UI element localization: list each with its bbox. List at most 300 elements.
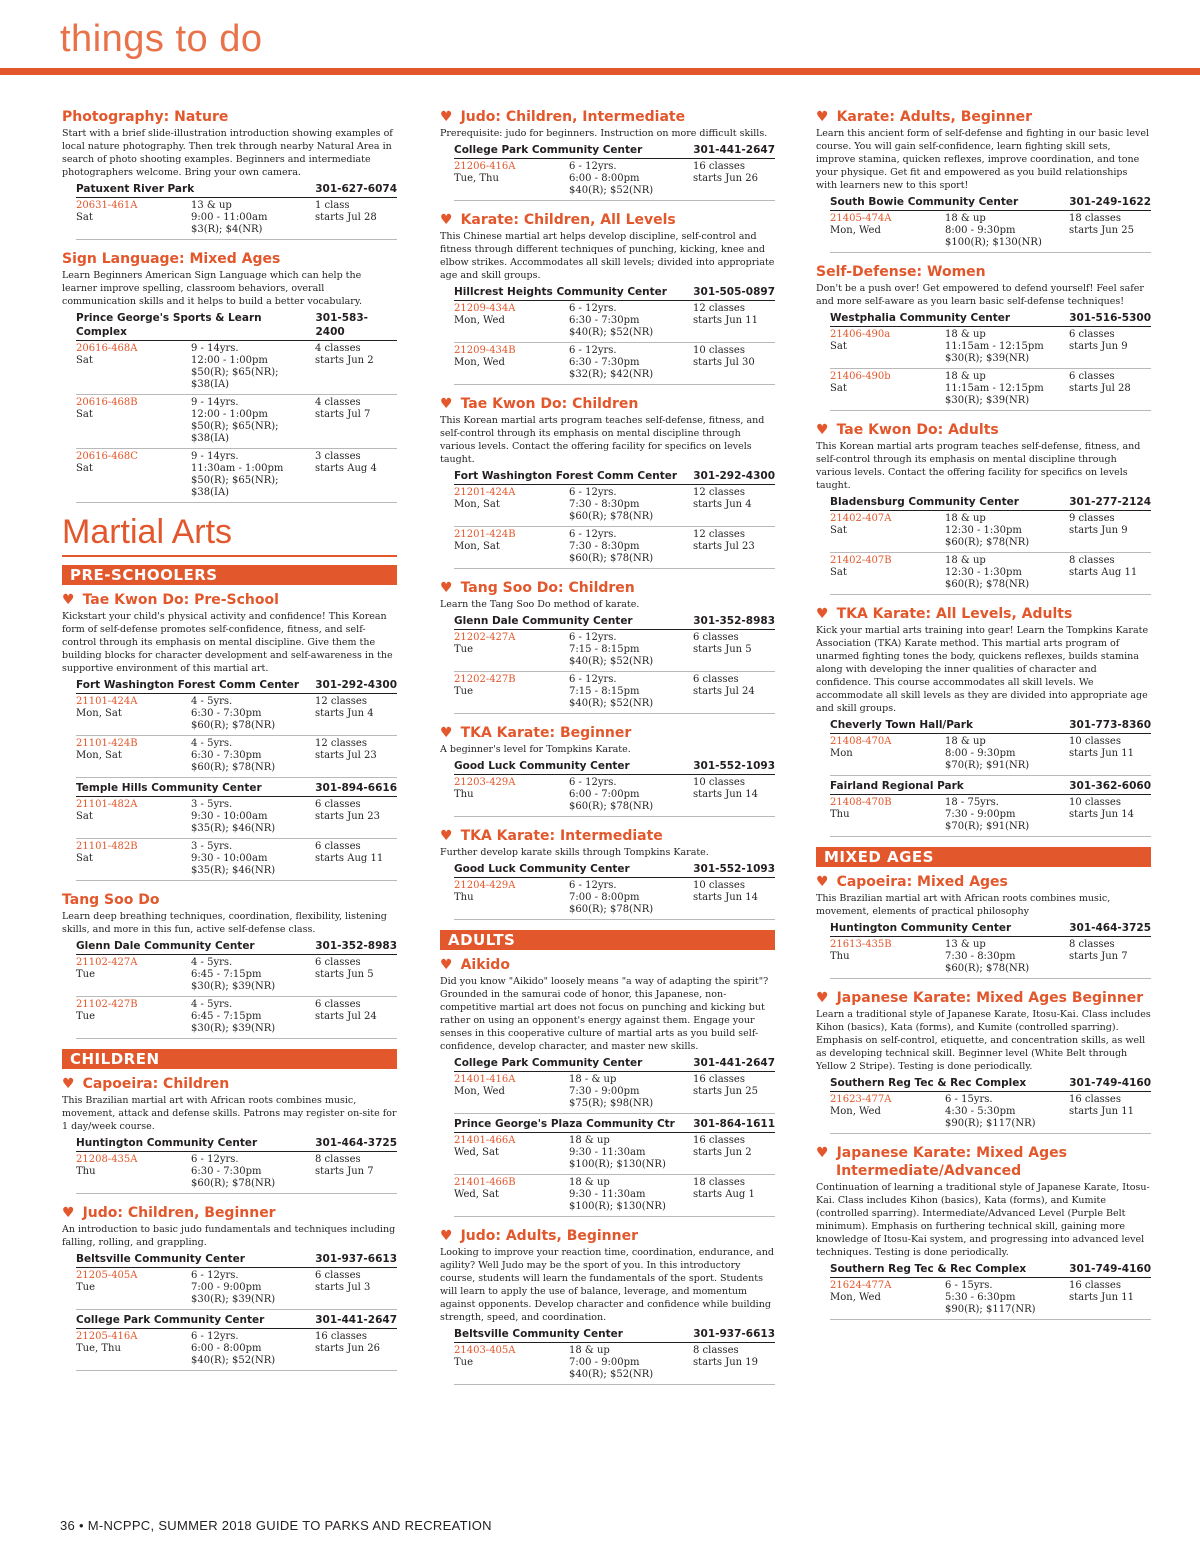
session-count: 6 classes (693, 674, 739, 685)
session-age: 18 & up (569, 1177, 610, 1188)
session-row (454, 1343, 775, 1385)
session-time: 7:00 - 8:00pm (569, 892, 640, 903)
session-fee: $35(R); $46(NR) (191, 823, 276, 834)
session-fee: $3(R); $4(NR) (191, 224, 263, 235)
session-age: 6 - 12yrs. (569, 345, 617, 356)
course-japanese-karate-beginner (816, 989, 1151, 1134)
session-age: 4 - 5yrs. (191, 738, 233, 749)
course-code: 21402-407A (830, 513, 892, 524)
session-fee: $60(R); $78(NR) (945, 579, 1030, 590)
session-days: Sat (76, 355, 93, 366)
facility-phone: 301-277-2124 (1069, 496, 1151, 508)
session-fee: $40(R); $52(NR) (569, 656, 654, 667)
session-fee: $60(R); $78(NR) (569, 511, 654, 522)
session-row (830, 511, 1151, 553)
session-count: 6 classes (1069, 371, 1115, 382)
session-row (830, 211, 1151, 253)
facility-phone: 301-441-2647 (315, 1314, 397, 1326)
course-description: This Brazilian martial art with African roots combines music, movement, attack and defense skills. Patrons may register on-site for 1 day/week course. (62, 1095, 397, 1132)
session-start: starts Jun 9 (1069, 341, 1128, 352)
facility-row (454, 469, 775, 485)
course-title-text: Tae Kwon Do: Children (460, 396, 639, 412)
session-start: starts Jul 24 (693, 686, 755, 697)
session-time: 7:30 - 8:30pm (569, 499, 640, 510)
session-fee: $30(R); $39(NR) (191, 1023, 276, 1034)
session-days: Wed, Sat (454, 1189, 499, 1200)
facility-row (454, 1327, 775, 1343)
session-days: Mon, Wed (454, 315, 505, 326)
course-code: 21408-470B (830, 797, 892, 808)
course-title (440, 827, 775, 845)
course-description: Learn the Tang Soo Do method of karate. (440, 599, 640, 610)
session-start: starts Jun 26 (693, 173, 759, 184)
session-start: starts Jul 28 (1069, 383, 1131, 394)
course-title-text: Tae Kwon Do: Pre-School (82, 592, 279, 608)
facility-row (454, 614, 775, 630)
session-fee: $40(R); $52(NR) (569, 1369, 654, 1380)
facility-name: College Park Community Center (454, 1057, 643, 1069)
session-days: Mon (830, 748, 853, 759)
session-row (76, 1268, 397, 1310)
facility-phone: 301-441-2647 (693, 1057, 775, 1069)
session-days: Tue (76, 1282, 96, 1293)
session-days: Sat (830, 525, 847, 536)
course-code: 21201-424A (454, 487, 516, 498)
course-description: Learn deep breathing techniques, coordination, flexibility, listening skills, and more in this fun, active self-defense class. (62, 911, 387, 935)
heart-icon: ♥ (816, 990, 829, 1006)
heart-icon: ♥ (440, 580, 453, 596)
facility-phone: 301-464-3725 (1069, 922, 1151, 934)
session-fee: $40(R); $52(NR) (569, 698, 654, 709)
course-title (440, 724, 775, 742)
course-title-line2: Intermediate/Advanced (836, 1163, 1022, 1179)
course-tka-intermediate (440, 827, 775, 920)
session-row (454, 878, 775, 920)
session-start: starts Jun 2 (693, 1147, 752, 1158)
heart-icon: ♥ (440, 828, 453, 844)
session-time: 12:00 - 1:00pm (191, 409, 268, 420)
session-count: 10 classes (693, 345, 745, 356)
course-capoeira-children (62, 1075, 397, 1194)
course-title-text: Aikido (460, 957, 510, 973)
session-row (76, 839, 397, 881)
facility-row (76, 939, 397, 955)
session-age: 3 - 5yrs. (191, 799, 233, 810)
facility-name: Southern Reg Tec & Rec Complex (830, 1263, 1027, 1275)
session-time: 6:30 - 7:30pm (191, 1166, 262, 1177)
session-start: starts Aug 1 (693, 1189, 755, 1200)
course-code: 20616-468C (76, 451, 138, 462)
session-row (454, 1072, 775, 1114)
session-count: 16 classes (1069, 1094, 1121, 1105)
session-time: 9:30 - 10:00am (191, 853, 268, 864)
facility-phone: 301-864-1611 (693, 1118, 775, 1130)
session-count: 6 classes (315, 1270, 361, 1281)
session-fee: $60(R); $78(NR) (569, 801, 654, 812)
session-start: starts Aug 11 (315, 853, 384, 864)
course-code: 21201-424B (454, 529, 516, 540)
course-title-text: Karate: Adults, Beginner (836, 109, 1033, 125)
course-description: This Brazilian martial art with African roots combines music, movement, elements of practical philosophy (816, 893, 1111, 917)
session-count: 6 classes (315, 799, 361, 810)
course-self-defense-women (816, 263, 1151, 411)
facility-phone: 301-937-6613 (693, 1328, 775, 1340)
course-title-text: Judo: Adults, Beginner (460, 1228, 639, 1244)
course-title (816, 263, 1151, 281)
facility-name: Bladensburg Community Center (830, 496, 1019, 508)
session-age: 18 & up (945, 213, 986, 224)
course-description: Learn a traditional style of Japanese Karate, Itosu-Kai. Class includes Kihon (basics), Kata (forms), and Kumite (controlled sparring). Emphasis on self-control, etiquette, and concentration skills, as well as developing technical skill. Beginner level (White Belt through Yellow 2 Stripe). Testing is done periodically. (816, 1009, 1151, 1072)
session-count: 8 classes (693, 1345, 739, 1356)
session-days: Mon, Sat (454, 541, 500, 552)
course-title (62, 1075, 397, 1093)
course-code: 21206-416A (454, 161, 516, 172)
course-code: 21205-416A (76, 1331, 138, 1342)
course-title-text: Self-Defense: Women (816, 264, 986, 280)
session-fee: $60(R); $78(NR) (191, 762, 276, 773)
session-count: 8 classes (1069, 939, 1115, 950)
facility-row (76, 1252, 397, 1268)
session-days: Thu (454, 789, 474, 800)
facility-name: South Bowie Community Center (830, 196, 1019, 208)
heart-icon: ♥ (816, 1145, 829, 1161)
course-code: 21209-434B (454, 345, 516, 356)
session-time: 12:30 - 1:30pm (945, 525, 1022, 536)
session-fee: $35(R); $46(NR) (191, 865, 276, 876)
session-row (76, 1329, 397, 1371)
session-days: Tue (76, 969, 96, 980)
session-age: 18 - 75yrs. (945, 797, 999, 808)
session-start: starts Jun 14 (693, 789, 759, 800)
session-row (454, 672, 775, 714)
session-row (76, 1152, 397, 1194)
course-description: Continuation of learning a traditional style of Japanese Karate, Itosu-Kai. Class includes Kihon (basics), Kata (forms), and Kumite (controlled sparring). Intermediate/Advanced Level (Purple Belt minimum). Emphasis on furthering technical skill, gaining more knowledge of Itosu-Kai system, and progressing into advanced level techniques. Testing is done periodically. (816, 1182, 1150, 1258)
session-days: Tue (454, 686, 474, 697)
session-row (454, 159, 775, 201)
session-days: Thu (454, 892, 474, 903)
session-start: starts Jun 5 (693, 644, 752, 655)
session-count: 16 classes (693, 1135, 745, 1146)
heart-icon: ♥ (816, 874, 829, 890)
facility-row (76, 311, 397, 341)
session-fee: $30(R); $39(NR) (191, 1294, 276, 1305)
course-judo-children-beginner (62, 1204, 397, 1371)
session-start: starts Jun 14 (693, 892, 759, 903)
session-age: 18 & up (945, 555, 986, 566)
heart-icon: ♥ (440, 212, 453, 228)
facility-phone: 301-749-4160 (1069, 1077, 1151, 1089)
session-age: 3 - 5yrs. (191, 841, 233, 852)
facility-phone: 301-894-6616 (315, 782, 397, 794)
facility-phone: 301-937-6613 (315, 1253, 397, 1265)
course-description: A beginner's level for Tompkins Karate. (440, 744, 631, 755)
session-age: 18 & up (945, 329, 986, 340)
column-1 (62, 108, 397, 1381)
facility-name: College Park Community Center (76, 1314, 265, 1326)
course-title (816, 1144, 1151, 1180)
session-time: 8:00 - 9:30pm (945, 225, 1016, 236)
session-age: 18 & up (569, 1135, 610, 1146)
facility-phone: 301-441-2647 (693, 144, 775, 156)
session-fee: $30(R); $39(NR) (945, 353, 1030, 364)
course-title-text: Tae Kwon Do: Adults (836, 422, 999, 438)
course-title (440, 108, 775, 126)
facility-name: Westphalia Community Center (830, 312, 1011, 324)
session-row (830, 553, 1151, 595)
session-fee: $30(R); $39(NR) (191, 981, 276, 992)
facility-row (830, 311, 1151, 327)
session-days: Thu (830, 809, 850, 820)
session-time: 6:45 - 7:15pm (191, 969, 262, 980)
facility-row (454, 285, 775, 301)
facility-row (830, 495, 1151, 511)
session-count: 12 classes (693, 303, 745, 314)
course-description: Kickstart your child's physical activity and confidence! This Korean form of self-defense promotes self-confidence, fitness, and self-control through its emphasis on mental discipline. Give them the building blocks for character development and self-awareness in the supportive environment of this martial art. (62, 611, 393, 674)
session-fee: $70(R); $91(NR) (945, 821, 1030, 832)
session-count: 12 classes (693, 529, 745, 540)
course-description: Start with a brief slide-illustration introduction showing examples of local nature photography. Then trek through nearby Natural Area in search of photo shooting examples. Beginners and intermediate photographers welcome. Bring your own camera. (62, 128, 393, 178)
course-description: Learn Beginners American Sign Language which can help the learner improve spelling, classroom behaviors, overall communication skills and it helps to build a better vocabulary. (62, 270, 362, 307)
session-time: 4:30 - 5:30pm (945, 1106, 1016, 1117)
facility-phone: 301-552-1093 (693, 760, 775, 772)
session-fee: $100(R); $130(NR) (569, 1201, 666, 1212)
session-start: starts Jul 3 (315, 1282, 371, 1293)
course-description: Prerequisite: judo for beginners. Instruction on more difficult skills. (440, 128, 768, 139)
session-time: 12:00 - 1:00pm (191, 355, 268, 366)
session-age: 6 - 12yrs. (191, 1270, 239, 1281)
facility-phone: 301-516-5300 (1069, 312, 1151, 324)
course-title (62, 891, 397, 909)
session-days: Thu (76, 1166, 96, 1177)
course-capoeira-mixed (816, 873, 1151, 979)
session-count: 8 classes (315, 1154, 361, 1165)
course-title (440, 211, 775, 229)
course-photography-nature (62, 108, 397, 240)
session-count: 4 classes (315, 397, 361, 408)
session-fee: $40(R); $52(NR) (191, 1355, 276, 1366)
course-title-text: Judo: Children, Beginner (82, 1205, 276, 1221)
session-count: 6 classes (1069, 329, 1115, 340)
session-age: 18 & up (945, 371, 986, 382)
course-description: An introduction to basic judo fundamentals and techniques including falling, rolling, and grappling. (62, 1224, 396, 1248)
course-title-text: TKA Karate: All Levels, Adults (836, 606, 1073, 622)
course-code: 21402-407B (830, 555, 892, 566)
session-days: Tue (454, 1357, 474, 1368)
session-count: 4 classes (315, 343, 361, 354)
facility-row (454, 1056, 775, 1072)
section-bar-children: CHILDREN (62, 1049, 397, 1069)
session-start: starts Jul 23 (693, 541, 755, 552)
session-count: 12 classes (693, 487, 745, 498)
session-age: 6 - 12yrs. (569, 880, 617, 891)
session-start: starts Jul 24 (315, 1011, 377, 1022)
column-2 (440, 108, 775, 1395)
course-code: 21204-429A (454, 880, 516, 891)
session-fee: $60(R); $78(NR) (569, 904, 654, 915)
course-title-text: Sign Language: Mixed Ages (62, 251, 281, 267)
course-description: Further develop karate skills through Tompkins Karate. (440, 847, 709, 858)
facility-phone: 301-773-8360 (1069, 719, 1151, 731)
course-description: Learn this ancient form of self-defense and fighting in our basic level course. You will gain self-confidence, learn fighting skill sets, improve stamina, quicken reflexes, improve coordination, and tone your physique. Get fit and empowered as you build relationships with learners new to this sport! (816, 128, 1150, 191)
facility-row (454, 759, 775, 775)
session-fee: $32(R); $42(NR) (569, 369, 654, 380)
facility-name: Southern Reg Tec & Rec Complex (830, 1077, 1027, 1089)
session-age: 6 - 12yrs. (569, 674, 617, 685)
facility-name: Beltsville Community Center (76, 1253, 245, 1265)
course-code: 21101-482A (76, 799, 138, 810)
session-fee: $75(R); $98(NR) (569, 1098, 654, 1109)
session-age: 6 - 15yrs. (945, 1094, 993, 1105)
facility-phone: 301-505-0897 (693, 286, 775, 298)
session-row (76, 955, 397, 997)
facility-phone: 301-583-2400 (315, 312, 369, 338)
session-start: starts Jul 28 (315, 212, 377, 223)
session-fee: $40(R); $52(NR) (569, 185, 654, 196)
session-count: 16 classes (693, 1074, 745, 1085)
course-title (62, 250, 397, 268)
session-row (454, 1133, 775, 1175)
course-sign-language (62, 250, 397, 503)
session-count: 6 classes (315, 841, 361, 852)
session-count: 10 classes (1069, 736, 1121, 747)
session-fee: $60(R); $78(NR) (945, 963, 1030, 974)
course-code: 21205-405A (76, 1270, 138, 1281)
session-age: 6 - 12yrs. (191, 1331, 239, 1342)
facility-name: Patuxent River Park (76, 183, 195, 195)
session-days: Mon, Wed (454, 357, 505, 368)
heart-icon: ♥ (440, 1228, 453, 1244)
heart-icon: ♥ (440, 109, 453, 125)
course-description: Kick your martial arts training into gear! Learn the Tompkins Karate Association (TKA) Karate method. This martial arts program of unarmed fighting tones the body, quickens reflexes, builds stamina along with developing the inner qualities of character and confidence. This course accommodates all skill levels. We accommodate all skill levels as they are divided into appropriate age and skill groups. (816, 625, 1149, 714)
facility-row (830, 1262, 1151, 1278)
session-age: 6 - 15yrs. (945, 1280, 993, 1291)
course-title-text: Japanese Karate: Mixed Ages (836, 1145, 1067, 1161)
session-start: starts Jun 14 (1069, 809, 1135, 820)
session-days: Thu (830, 951, 850, 962)
session-time: 7:15 - 8:15pm (569, 686, 640, 697)
session-days: Mon, Sat (76, 750, 122, 761)
facility-row (830, 921, 1151, 937)
course-code: 21102-427A (76, 957, 138, 968)
session-count: 10 classes (1069, 797, 1121, 808)
session-count: 8 classes (1069, 555, 1115, 566)
session-row (76, 694, 397, 736)
session-row (454, 630, 775, 672)
facility-row (76, 1136, 397, 1152)
facility-name: Glenn Dale Community Center (76, 940, 255, 952)
facility-row (454, 1117, 775, 1133)
session-start: starts Aug 11 (1069, 567, 1138, 578)
session-count: 3 classes (315, 451, 361, 462)
session-count: 12 classes (315, 696, 367, 707)
course-title-text: TKA Karate: Beginner (460, 725, 632, 741)
session-days: Sat (76, 409, 93, 420)
session-start: starts Jun 7 (315, 1166, 374, 1177)
course-title (816, 108, 1151, 126)
session-age: 6 - 12yrs. (569, 529, 617, 540)
session-start: starts Jun 4 (693, 499, 752, 510)
session-count: 16 classes (1069, 1280, 1121, 1291)
session-age: 4 - 5yrs. (191, 957, 233, 968)
session-days: Mon, Wed (830, 225, 881, 236)
facility-name: Fort Washington Forest Comm Center (454, 470, 678, 482)
course-description: This Korean martial arts program teaches self-defense, fitness, and self-control through its emphasis on mental discipline through various levels. Contact the offering facility for specifics on levels taught. (440, 415, 765, 465)
session-days: Sat (76, 212, 93, 223)
facility-row (76, 1313, 397, 1329)
course-description: Looking to improve your reaction time, coordination, endurance, and agility? Well Judo may be the sport of you. In this introductory course, students will learn the fundamentals of the sport. Students will learn to apply the use of balance, leverage, and momentum against opponents. Develop character and confidence while building strength, speed, and coordination. (440, 1247, 774, 1323)
session-age: 18 & up (945, 513, 986, 524)
course-code: 20616-468B (76, 397, 138, 408)
facility-phone: 301-292-4300 (693, 470, 775, 482)
session-days: Mon, Sat (454, 499, 500, 510)
facility-name: Good Luck Community Center (454, 760, 630, 772)
facility-name: College Park Community Center (454, 144, 643, 156)
session-days: Mon, Wed (454, 1086, 505, 1097)
session-age: 6 - 12yrs. (191, 1154, 239, 1165)
header-rule (0, 68, 1200, 75)
course-tkd-children (440, 395, 775, 569)
session-age: 6 - 12yrs. (569, 777, 617, 788)
facility-name: Prince George's Plaza Community Ctr (454, 1118, 675, 1130)
session-age: 6 - 12yrs. (569, 632, 617, 643)
session-days: Sat (830, 341, 847, 352)
course-title-text: Japanese Karate: Mixed Ages Beginner (836, 990, 1144, 1006)
session-days: Sat (830, 383, 847, 394)
facility-name: Huntington Community Center (830, 922, 1012, 934)
course-title-text: Tang Soo Do: Children (460, 580, 635, 596)
section-bar-adults: ADULTS (440, 930, 775, 950)
course-judo-adults (440, 1227, 775, 1385)
session-fee: $50(R); $65(NR); $38(IA) (191, 421, 279, 444)
facility-name: Beltsville Community Center (454, 1328, 623, 1340)
session-time: 9:00 - 11:00am (191, 212, 268, 223)
heart-icon: ♥ (816, 109, 829, 125)
facility-name: Huntington Community Center (76, 1137, 258, 1149)
session-time: 11:15am - 12:15pm (945, 383, 1044, 394)
course-title-text: TKA Karate: Intermediate (460, 828, 663, 844)
session-age: 6 - 12yrs. (569, 161, 617, 172)
course-code: 21101-482B (76, 841, 138, 852)
heart-icon: ♥ (440, 725, 453, 741)
facility-row (76, 678, 397, 694)
course-description: Did you know "Aikido" loosely means "a way of adapting the spirit"? Grounded in the samurai code of honor, this Japanese, non-competitive martial art does not focus on punching and kicking but rather on using an opponent's energy against them. Engage your senses in this cooperative culture of martial arts as you build self-confidence, develop character, and master new skills. (440, 976, 769, 1052)
session-age: 9 - 14yrs. (191, 397, 239, 408)
session-row (830, 937, 1151, 979)
facility-phone: 301-552-1093 (693, 863, 775, 875)
session-start: starts Jun 23 (315, 811, 381, 822)
course-code: 21203-429A (454, 777, 516, 788)
course-title (440, 395, 775, 413)
session-days: Wed, Sat (454, 1147, 499, 1158)
facility-name: Good Luck Community Center (454, 863, 630, 875)
session-days: Sat (76, 853, 93, 864)
session-time: 8:00 - 9:30pm (945, 748, 1016, 759)
course-description: Don't be a push over! Get empowered to defend yourself! Feel safer and more self-aware as you learn basic self-defense techniques! (816, 283, 1144, 307)
session-age: 4 - 5yrs. (191, 999, 233, 1010)
session-count: 10 classes (693, 880, 745, 891)
session-days: Sat (76, 811, 93, 822)
session-time: 6:00 - 8:00pm (569, 173, 640, 184)
session-days: Tue (76, 1011, 96, 1022)
facility-row (830, 195, 1151, 211)
page-section-title: things to do (60, 18, 263, 60)
course-title (816, 421, 1151, 439)
session-start: starts Jun 11 (1069, 1106, 1135, 1117)
facility-row (830, 718, 1151, 734)
facility-phone: 301-362-6060 (1069, 780, 1151, 792)
course-tkd-adults (816, 421, 1151, 595)
session-days: Tue, Thu (76, 1343, 121, 1354)
